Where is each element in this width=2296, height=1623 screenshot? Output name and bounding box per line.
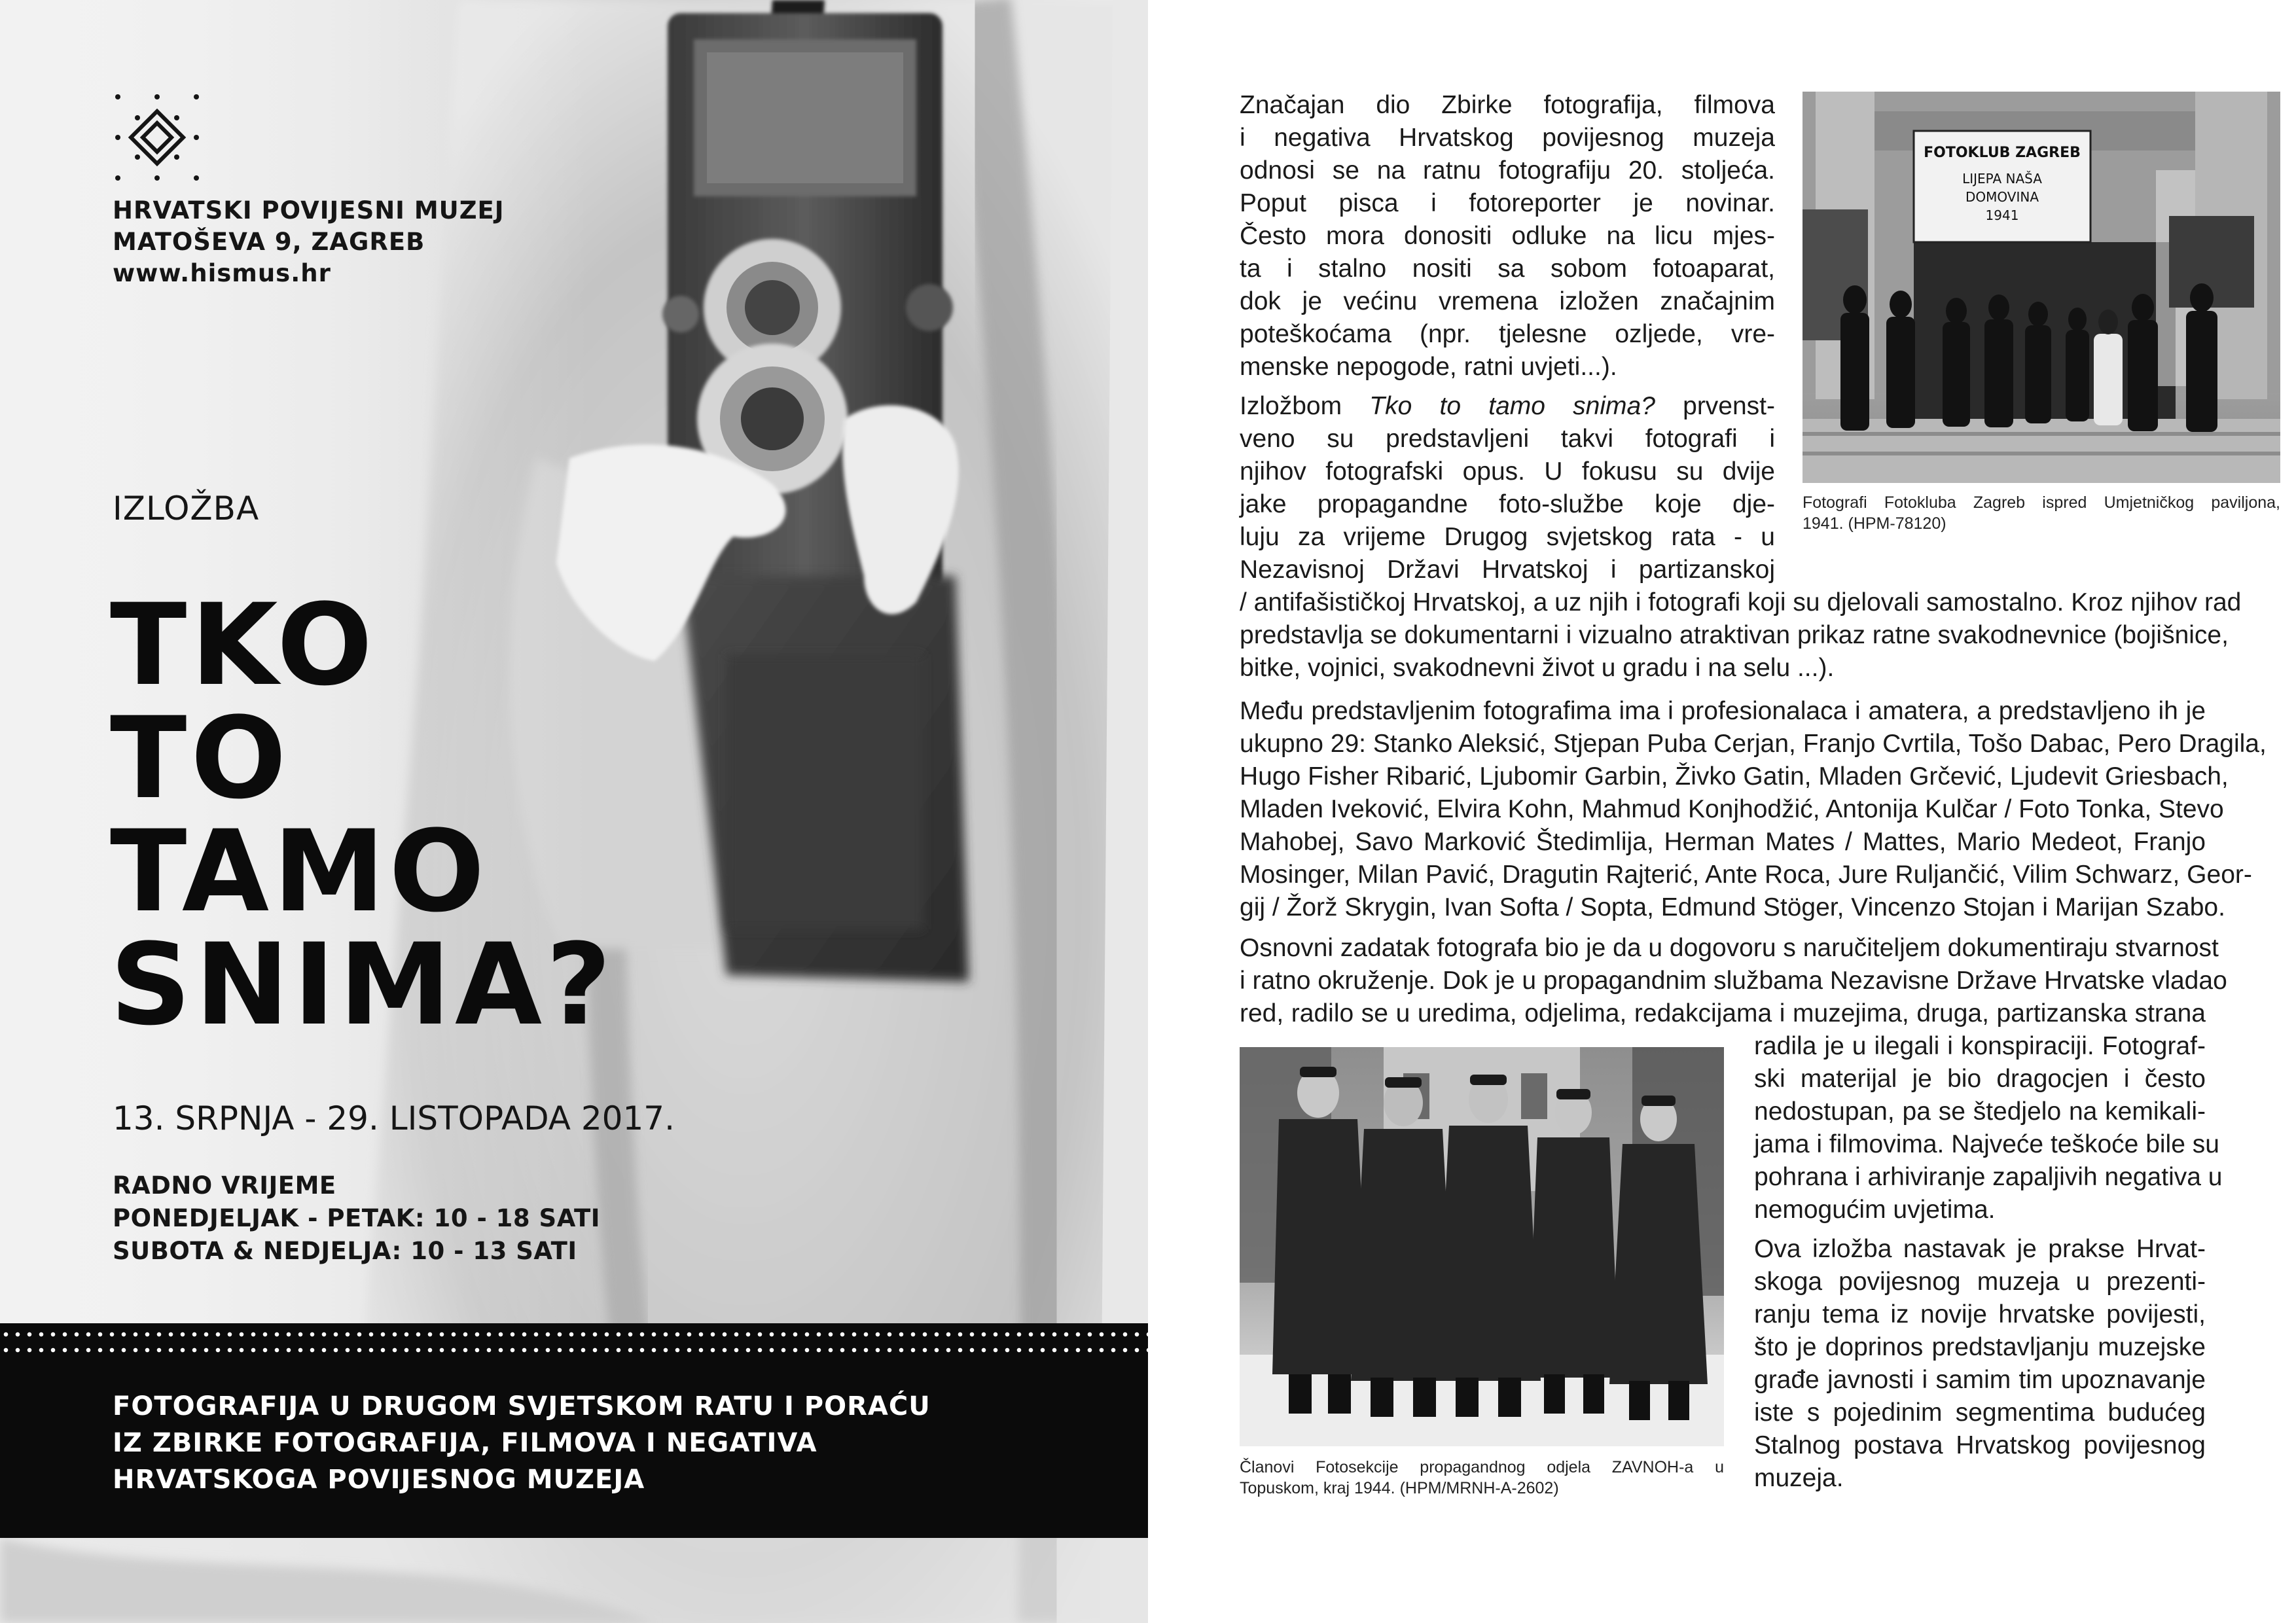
text-line: Osnovni zadatak fotografa bio je da u dogovoru s naručiteljem dokumentiraju stvarnost bbox=[1240, 934, 2219, 962]
text-line: jama i filmovima. Najveće teškoće bile su bbox=[1754, 1130, 2219, 1158]
text-line: Mladen Iveković, Elvira Kohn, Mahmud Konjhodžić, Antonija Kulčar / Foto Tonka, Stevo bbox=[1240, 795, 2224, 823]
sign-line-3: DOMOVINA bbox=[1965, 189, 2039, 205]
text-line: iste s pojedinim segmentima budućeg bbox=[1754, 1399, 2206, 1427]
text-line: muzeja. bbox=[1754, 1464, 1844, 1492]
paragraph-intro bbox=[1240, 89, 1775, 383]
text-line: pohrana i arhiviranje zapaljivih negativa u bbox=[1754, 1163, 2223, 1191]
text-line: građe javnosti i samim tim upoznavanje bbox=[1754, 1366, 2206, 1394]
text-line: Mosinger, Milan Pavić, Dragutin Rajterić, Ante Roca, Jure Ruljančić, Vilim Schwarz, Geor- bbox=[1240, 861, 2252, 889]
text-line: dok je većinu vremena izložen značajnim bbox=[1240, 287, 1775, 315]
text-line: menske nepogode, ratni uvjeti...). bbox=[1240, 353, 1617, 381]
caption-line: Fotografi Fotokluba Zagreb ispred Umjetničkog paviljona, bbox=[1803, 493, 2280, 512]
text-line: Stalnog postava Hrvatskog povijesnog bbox=[1754, 1431, 2206, 1459]
museum-website-link[interactable]: www.hismus.hr bbox=[113, 259, 331, 287]
sign-line-4: 1941 bbox=[1985, 207, 2019, 223]
paragraph-task-continued bbox=[1754, 1030, 2223, 1226]
photo-caption-zavnoh bbox=[1240, 1457, 1724, 1499]
text-line: Poput pisca i fotoreporter je novinar. bbox=[1240, 189, 1775, 217]
text-line: ranju tema iz novije hrvatske povijesti, bbox=[1754, 1300, 2206, 1329]
text-line: bitke, vojnici, svakodnevni život u gradu i na selu ...). bbox=[1240, 654, 1835, 682]
sign-line-1: FOTOKLUB ZAGREB bbox=[1924, 145, 2081, 161]
caption-line: Topuskom, kraj 1944. (HPM/MRNH-A-2602) bbox=[1240, 1479, 1559, 1497]
opening-hours-weekend: SUBOTA & NEDJELJA: 10 - 13 SATI bbox=[113, 1237, 577, 1265]
photo-fotosekcija-zavnoh bbox=[1240, 1047, 1724, 1446]
text-fragment: Izložbom bbox=[1240, 392, 1370, 420]
exhibition-title-line-4: SNIMA? bbox=[110, 919, 615, 1050]
caption-line: Članovi Fotosekcije propagandnog odjela ZAVNOH-a u bbox=[1240, 1458, 1724, 1476]
text-line: predstavlja se dokumentarni i vizualno atraktivan prikaz ratne svakodnevnice (bojišnice, bbox=[1240, 621, 2229, 649]
text-line: ta i stalno nositi sa sobom fotoaparat, bbox=[1240, 255, 1775, 283]
text-line: / antifašističkoj Hrvatskoj, a uz njih i fotografi koji su djelovali samostalno. Kroz njihov rad bbox=[1240, 588, 2242, 616]
photo-caption-fotoklub bbox=[1803, 492, 2280, 534]
exhibition-title-italic: Tko to tamo snima? bbox=[1369, 392, 1655, 420]
text-line: luju za vrijeme Drugog svjetskog rata - u bbox=[1240, 523, 1775, 551]
text-line: što je doprinos predstavljanju muzejske bbox=[1754, 1333, 2206, 1361]
opening-hours-weekdays: PONEDJELJAK - PETAK: 10 - 18 SATI bbox=[113, 1204, 600, 1232]
text-line: nedostupan, pa se štedjelo na kemikali- bbox=[1754, 1097, 2206, 1126]
paragraph-exhibition-continued bbox=[1240, 586, 2242, 685]
dotted-divider-top bbox=[0, 1331, 1148, 1338]
text-line: Među predstavljenim fotografima ima i profesionalaca i amatera, a predstavljeno ih je bbox=[1240, 697, 2206, 725]
text-line: ukupno 29: Stanko Aleksić, Stjepan Puba Cerjan, Franjo Cvrtila, Tošo Dabac, Pero Dragila, bbox=[1240, 730, 2267, 758]
band-line-2: IZ ZBIRKE FOTOGRAFIJA, FILMOVA I NEGATIVA bbox=[113, 1428, 817, 1458]
text-panel bbox=[1148, 0, 2296, 1623]
text-line: odnosi se na ratnu fotografiju 20. stoljeća. bbox=[1240, 156, 1775, 185]
text-line: Često mora donositi odluke na licu mjes- bbox=[1240, 222, 1775, 250]
paragraph-conclusion bbox=[1754, 1233, 2206, 1495]
text-line: Ova izložba nastavak je prakse Hrvat- bbox=[1754, 1235, 2206, 1263]
text-line: red, radilo se u uredima, odjelima, redakcijama i muzejima, druga, partizanska strana bbox=[1240, 999, 2206, 1027]
text-line: i ratno okruženje. Dok je u propagandnim službama Nezavisne Države Hrvatske vladao bbox=[1240, 967, 2227, 995]
text-line: veno su predstavljeni takvi fotografi i bbox=[1240, 425, 1775, 453]
opening-hours-title: RADNO VRIJEME bbox=[113, 1171, 336, 1200]
photo-fotoklub-zagreb bbox=[1803, 92, 2280, 483]
exhibition-label: IZLOŽBA bbox=[113, 490, 260, 527]
text-line: nemogućim uvjetima. bbox=[1754, 1196, 1996, 1224]
text-line: ski materijal je bio dragocjen i često bbox=[1754, 1065, 2206, 1093]
paragraph-task bbox=[1240, 932, 2227, 1030]
exhibition-title-line-3: TAMO bbox=[110, 806, 489, 937]
museum-name: HRVATSKI POVIJESNI MUZEJ bbox=[113, 196, 505, 224]
text-line: Hugo Fisher Ribarić, Ljubomir Garbin, Živko Gatin, Mladen Grčević, Ljudevit Griesbach, bbox=[1240, 762, 2229, 791]
museum-address: MATOŠEVA 9, ZAGREB bbox=[113, 228, 425, 256]
text-line: Značajan dio Zbirke fotografija, filmova bbox=[1240, 91, 1775, 119]
band-line-3: HRVATSKOGA POVIJESNOG MUZEJA bbox=[113, 1465, 645, 1495]
text-fragment: prvenst- bbox=[1655, 392, 1776, 420]
exhibition-dates: 13. SRPNJA - 29. LISTOPADA 2017. bbox=[113, 1099, 675, 1137]
paragraph-exhibition bbox=[1240, 390, 1775, 586]
subtitle-band bbox=[0, 1323, 1148, 1538]
sign-line-2: LIJEPA NAŠA bbox=[1962, 171, 2042, 187]
text-line: poteškoćama (npr. tjelesne ozljede, vre- bbox=[1240, 320, 1775, 348]
text-line: skoga povijesnog muzeja u prezenti- bbox=[1754, 1268, 2206, 1296]
exhibition-title-line-2: TO bbox=[110, 692, 291, 824]
paragraph-photographers bbox=[1240, 695, 2267, 924]
museum-logo-icon bbox=[111, 92, 203, 183]
text-line-with-italic bbox=[1240, 390, 1775, 423]
text-line: i negativa Hrvatskog povijesnog muzeja bbox=[1240, 124, 1775, 152]
text-line: radila je u ilegali i konspiraciji. Fotograf- bbox=[1754, 1032, 2206, 1060]
exhibition-title-line-1: TKO bbox=[110, 579, 377, 711]
dotted-divider-top-2 bbox=[0, 1347, 1148, 1353]
text-line: Nezavisnoj Državi Hrvatskoj i partizanskoj bbox=[1240, 556, 1775, 584]
text-line: jake propagandne foto-službe koje dje- bbox=[1240, 490, 1775, 518]
text-line: njihov fotografski opus. U fokusu su dvije bbox=[1240, 457, 1775, 486]
band-line-1: FOTOGRAFIJA U DRUGOM SVJETSKOM RATU I PORAĆU bbox=[113, 1391, 931, 1421]
text-line: Mahobej, Savo Marković Štedimlija, Herman Mates / Mattes, Mario Medeot, Franjo bbox=[1240, 828, 2206, 856]
caption-line: 1941. (HPM-78120) bbox=[1803, 514, 1946, 533]
text-line: gij / Žorž Skrygin, Ivan Softa / Sopta, Edmund Stöger, Vincenzo Stojan i Marijan Szabo. bbox=[1240, 893, 2225, 921]
